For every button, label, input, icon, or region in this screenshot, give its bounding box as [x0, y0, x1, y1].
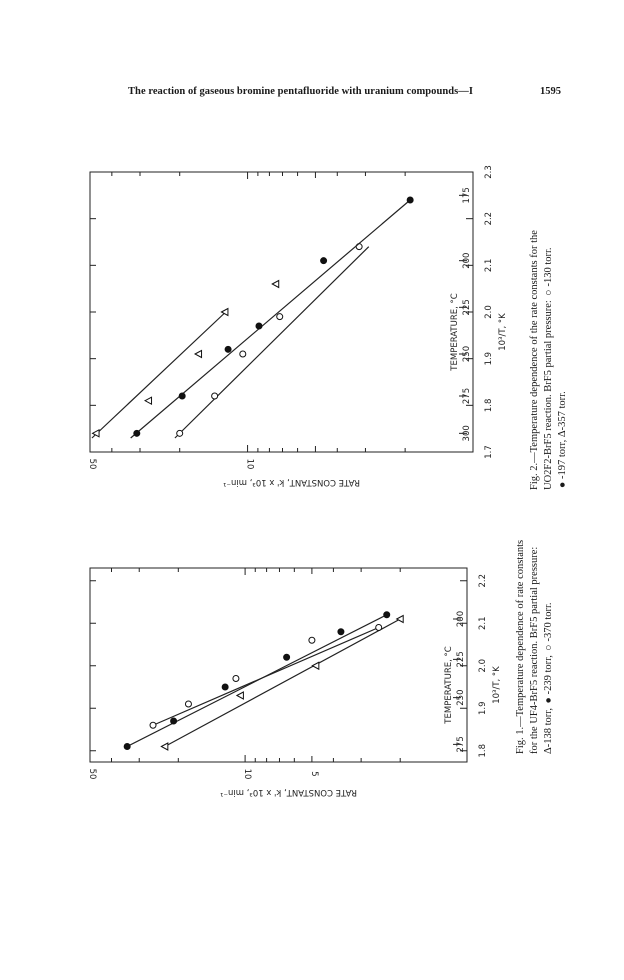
data-point-open — [233, 676, 239, 682]
figure-1-caption-line-2: for the UF4-BrF5 reaction. BrF5 partial pressure: — [529, 546, 540, 754]
data-point-open — [277, 314, 283, 320]
x-tick-label: 1.9 — [484, 351, 494, 366]
data-point-triangle — [312, 662, 319, 669]
data-point-filled — [338, 629, 344, 635]
temp-tick-label: 275 — [462, 387, 472, 405]
temp-tick-label: 225 — [456, 651, 466, 668]
x-axis-label: 10³/T, °K — [492, 666, 502, 704]
fit-line-1 — [165, 619, 400, 747]
y-tick-label: 5 — [308, 771, 319, 777]
temp-tick-label: 175 — [462, 187, 472, 204]
temp-tick-label: 200 — [456, 610, 466, 628]
data-point-open — [150, 722, 156, 728]
data-point-triangle — [237, 692, 244, 699]
page-number: 1595 — [540, 86, 561, 97]
x-axis-label: 10³/T, °K — [498, 313, 508, 351]
chart-1 — [87, 568, 502, 797]
y-tick-label: 50 — [87, 458, 97, 470]
figure-2-caption — [528, 160, 570, 490]
data-point-filled — [284, 654, 290, 660]
running-title: The reaction of gaseous bromine pentafluoride with uranium compounds—I — [128, 86, 473, 97]
data-point-triangle — [161, 743, 168, 750]
figure-2-caption-line-3: ●-197 torr, Δ-357 torr. — [557, 391, 568, 490]
chart-2 — [87, 165, 508, 487]
temp-tick-label: 250 — [456, 689, 466, 706]
fit-line-1 — [175, 247, 369, 438]
data-point-triangle — [195, 351, 202, 358]
temp-tick-label: 275 — [456, 736, 466, 753]
figure-1-caption-line-1: Fig. 1.—Temperature dependence of rate constants — [515, 539, 526, 754]
x-tick-label: 1.7 — [484, 445, 494, 459]
data-point-filled — [134, 430, 140, 436]
x-tick-label: 1.9 — [478, 701, 488, 716]
figure-2-caption-line-1: Fig. 2.—Temperature dependence of the rate constants for the — [529, 230, 540, 490]
temp-axis-label: TEMPERATURE, °C — [450, 293, 460, 371]
x-tick-label: 2.0 — [478, 658, 488, 673]
chart-frame — [90, 568, 467, 762]
fit-line-3 — [92, 312, 226, 438]
chart-frame — [90, 172, 473, 452]
y-tick-label: 10 — [244, 458, 255, 470]
data-point-open — [185, 701, 191, 707]
data-point-triangle — [397, 616, 404, 623]
y-tick-label: 50 — [87, 768, 97, 780]
data-point-filled — [225, 346, 231, 352]
temp-axis-label: TEMPERATURE, °C — [444, 646, 454, 724]
y-axis-label: RATE CONSTANT, k' x 10³, min⁻¹ — [220, 787, 357, 797]
figure-1-caption — [514, 530, 556, 754]
data-point-filled — [384, 612, 390, 618]
figure-1-caption-line-3: Δ-138 torr, ●-239 torr, ○-370 torr. — [543, 602, 554, 754]
data-point-filled — [321, 258, 327, 264]
x-tick-label: 2.3 — [484, 165, 494, 179]
y-axis-label: RATE CONSTANT, k' x 10³, min⁻¹ — [223, 477, 360, 487]
data-point-filled — [222, 684, 228, 690]
data-point-filled — [407, 197, 413, 203]
data-point-open — [240, 351, 246, 357]
data-point-triangle — [145, 397, 152, 404]
data-point-open — [309, 637, 315, 643]
data-point-triangle — [272, 281, 279, 288]
data-point-filled — [124, 744, 130, 750]
data-point-open — [177, 430, 183, 436]
temp-tick-label: 200 — [462, 252, 472, 269]
data-point-open — [376, 625, 382, 631]
x-tick-label: 2.0 — [484, 305, 494, 319]
figure-2-caption-line-2: UO2F2-BrF5 reaction. BrF5 partial pressure: ○-130 torr. — [543, 247, 554, 490]
data-point-filled — [179, 393, 185, 399]
x-tick-label: 1.8 — [484, 398, 494, 413]
fit-line-3 — [153, 628, 379, 726]
x-tick-label: 2.2 — [484, 211, 494, 226]
y-tick-label: 10 — [242, 768, 253, 780]
x-tick-label: 1.8 — [478, 743, 488, 758]
x-tick-label: 2.2 — [478, 573, 488, 588]
temp-tick-label: 225 — [462, 299, 472, 316]
data-point-filled — [171, 718, 177, 724]
temp-tick-label: 250 — [462, 345, 472, 363]
data-point-open — [212, 393, 218, 399]
x-tick-label: 2.1 — [484, 258, 494, 273]
temp-tick-label: 300 — [462, 425, 472, 442]
x-tick-label: 2.1 — [478, 616, 488, 631]
fit-line-2 — [131, 200, 410, 438]
data-point-filled — [256, 323, 262, 329]
